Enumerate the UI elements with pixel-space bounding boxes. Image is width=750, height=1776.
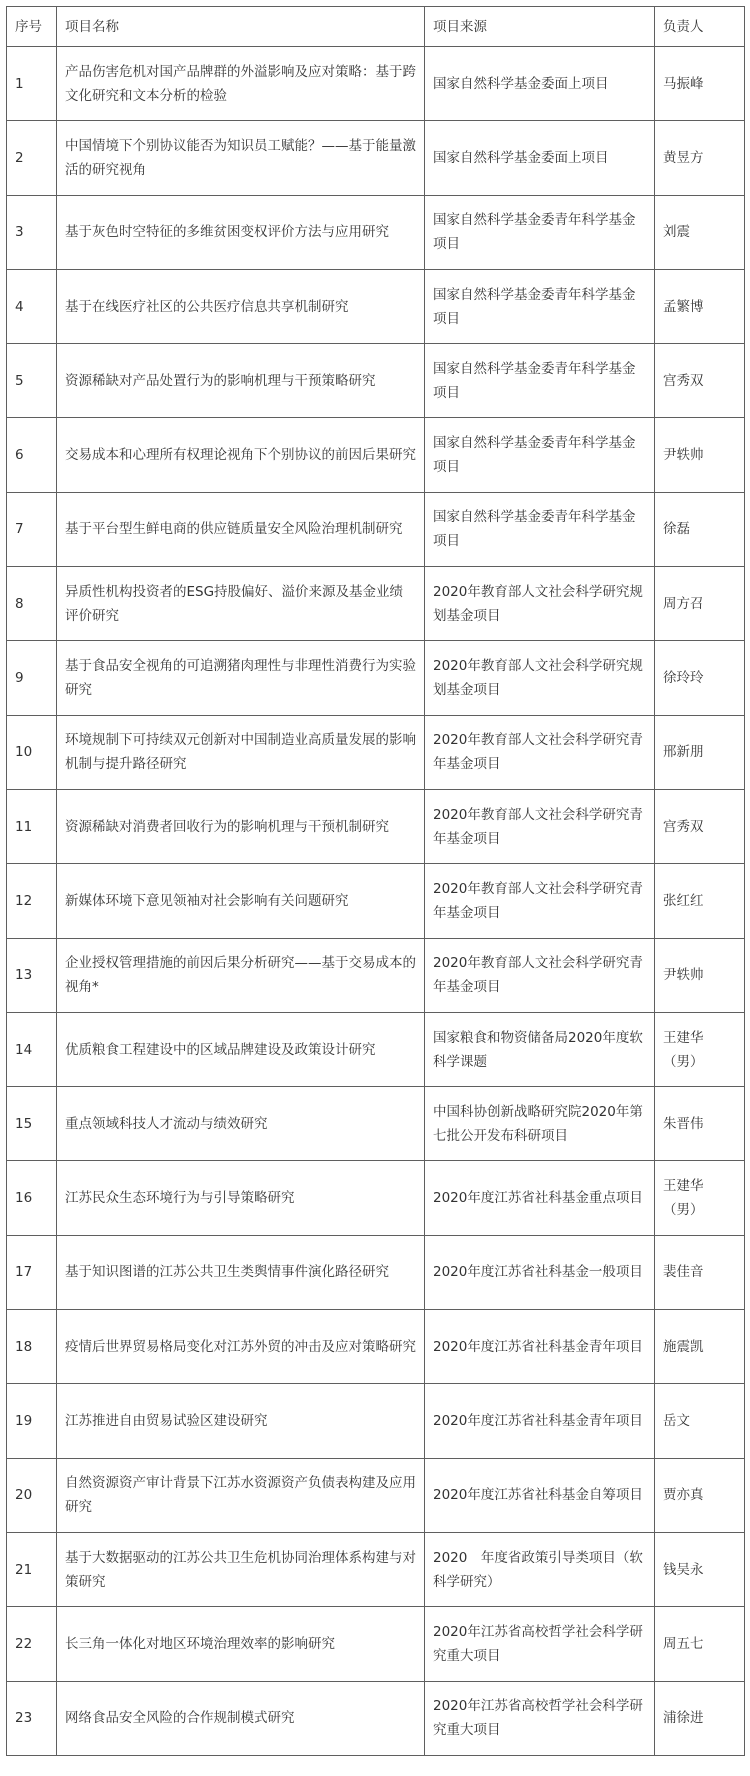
- cell-project-source: 国家自然科学基金委面上项目: [425, 121, 655, 195]
- cell-project-source: 2020年度江苏省社科基金青年项目: [425, 1310, 655, 1384]
- cell-project-source: 2020年教育部人文社会科学研究青年基金项目: [425, 864, 655, 938]
- cell-project-name: 重点领域科技人才流动与绩效研究: [57, 1087, 425, 1161]
- cell-index: 5: [7, 344, 57, 418]
- table-row: [7, 492, 745, 566]
- table-header: [7, 7, 745, 47]
- cell-project-name: 基于灰色时空特征的多维贫困变权评价方法与应用研究: [57, 195, 425, 269]
- cell-index: 18: [7, 1310, 57, 1384]
- cell-leader: 孟繁博: [655, 269, 745, 343]
- table-row: [7, 1384, 745, 1458]
- table-row: [7, 1235, 745, 1309]
- table-row: [7, 1681, 745, 1755]
- cell-leader: 尹轶帅: [655, 938, 745, 1012]
- cell-index: 22: [7, 1607, 57, 1681]
- cell-leader: 周方召: [655, 567, 745, 641]
- table-row: [7, 715, 745, 789]
- cell-index: 23: [7, 1681, 57, 1755]
- cell-project-source: 2020年教育部人文社会科学研究青年基金项目: [425, 938, 655, 1012]
- cell-project-name: 基于在线医疗社区的公共医疗信息共享机制研究: [57, 269, 425, 343]
- cell-index: 20: [7, 1458, 57, 1532]
- cell-project-source: 国家粮食和物资储备局2020年度软科学课题: [425, 1012, 655, 1086]
- header-row: [7, 7, 745, 47]
- cell-leader: 钱吴永: [655, 1532, 745, 1606]
- table-row: [7, 1607, 745, 1681]
- cell-project-source: 国家自然科学基金委青年科学基金项目: [425, 492, 655, 566]
- cell-index: 16: [7, 1161, 57, 1235]
- cell-index: 14: [7, 1012, 57, 1086]
- table-row: [7, 1458, 745, 1532]
- cell-project-name: 资源稀缺对产品处置行为的影响机理与干预策略研究: [57, 344, 425, 418]
- cell-leader: 徐玲玲: [655, 641, 745, 715]
- table-row: [7, 938, 745, 1012]
- cell-project-source: 国家自然科学基金委青年科学基金项目: [425, 418, 655, 492]
- cell-project-name: 网络食品安全风险的合作规制模式研究: [57, 1681, 425, 1755]
- cell-project-source: 2020年度江苏省社科基金自筹项目: [425, 1458, 655, 1532]
- cell-project-name: 疫情后世界贸易格局变化对江苏外贸的冲击及应对策略研究: [57, 1310, 425, 1384]
- cell-leader: 王建华（男）: [655, 1012, 745, 1086]
- cell-index: 8: [7, 567, 57, 641]
- cell-leader: 邢新朋: [655, 715, 745, 789]
- table-row: [7, 567, 745, 641]
- cell-project-source: 国家自然科学基金委青年科学基金项目: [425, 195, 655, 269]
- cell-project-source: 2020年度江苏省社科基金一般项目: [425, 1235, 655, 1309]
- cell-project-source: 国家自然科学基金委青年科学基金项目: [425, 344, 655, 418]
- cell-leader: 张红红: [655, 864, 745, 938]
- cell-leader: 周五七: [655, 1607, 745, 1681]
- cell-project-source: 2020年教育部人文社会科学研究规划基金项目: [425, 641, 655, 715]
- header-leader: 负责人: [655, 7, 745, 47]
- cell-project-source: 2020年教育部人文社会科学研究青年基金项目: [425, 789, 655, 863]
- header-source: 项目来源: [425, 7, 655, 47]
- cell-project-name: 长三角一体化对地区环境治理效率的影响研究: [57, 1607, 425, 1681]
- cell-project-name: 产品伤害危机对国产品牌群的外溢影响及应对策略：基于跨文化研究和文本分析的检验: [57, 47, 425, 121]
- cell-project-name: 新媒体环境下意见领袖对社会影响有关问题研究: [57, 864, 425, 938]
- cell-leader: 刘震: [655, 195, 745, 269]
- table-row: [7, 1310, 745, 1384]
- table-row: [7, 864, 745, 938]
- cell-index: 15: [7, 1087, 57, 1161]
- table-row: [7, 789, 745, 863]
- table-row: [7, 344, 745, 418]
- cell-project-name: 异质性机构投资者的ESG持股偏好、溢价来源及基金业绩评价研究: [57, 567, 425, 641]
- cell-project-name: 江苏民众生态环境行为与引导策略研究: [57, 1161, 425, 1235]
- cell-index: 4: [7, 269, 57, 343]
- cell-project-name: 江苏推进自由贸易试验区建设研究: [57, 1384, 425, 1458]
- cell-leader: 徐磊: [655, 492, 745, 566]
- cell-leader: 黄昱方: [655, 121, 745, 195]
- table-row: [7, 1161, 745, 1235]
- cell-project-name: 企业授权管理措施的前因后果分析研究——基于交易成本的视角*: [57, 938, 425, 1012]
- table-row: [7, 641, 745, 715]
- cell-project-source: 2020年度江苏省社科基金重点项目: [425, 1161, 655, 1235]
- table-body: [7, 47, 745, 1756]
- cell-project-name: 基于知识图谱的江苏公共卫生类舆情事件演化路径研究: [57, 1235, 425, 1309]
- header-name: 项目名称: [57, 7, 425, 47]
- table-row: [7, 121, 745, 195]
- cell-index: 3: [7, 195, 57, 269]
- header-index: 序号: [7, 7, 57, 47]
- table-row: [7, 1532, 745, 1606]
- cell-project-name: 资源稀缺对消费者回收行为的影响机理与干预机制研究: [57, 789, 425, 863]
- cell-project-source: 2020年教育部人文社会科学研究青年基金项目: [425, 715, 655, 789]
- table-row: [7, 1087, 745, 1161]
- cell-index: 6: [7, 418, 57, 492]
- cell-index: 21: [7, 1532, 57, 1606]
- cell-project-name: 基于食品安全视角的可追溯猪肉理性与非理性消费行为实验研究: [57, 641, 425, 715]
- table-row: [7, 269, 745, 343]
- cell-project-source: 国家自然科学基金委面上项目: [425, 47, 655, 121]
- cell-leader: 王建华（男）: [655, 1161, 745, 1235]
- cell-project-source: 2020年教育部人文社会科学研究规划基金项目: [425, 567, 655, 641]
- cell-project-name: 中国情境下个别协议能否为知识员工赋能？——基于能量激活的研究视角: [57, 121, 425, 195]
- cell-leader: 岳文: [655, 1384, 745, 1458]
- cell-project-name: 基于大数据驱动的江苏公共卫生危机协同治理体系构建与对策研究: [57, 1532, 425, 1606]
- cell-leader: 浦徐进: [655, 1681, 745, 1755]
- cell-index: 19: [7, 1384, 57, 1458]
- cell-project-source: 2020年江苏省高校哲学社会科学研究重大项目: [425, 1681, 655, 1755]
- cell-project-source: 2020年江苏省高校哲学社会科学研究重大项目: [425, 1607, 655, 1681]
- cell-index: 7: [7, 492, 57, 566]
- table-row: [7, 418, 745, 492]
- cell-leader: 宫秀双: [655, 344, 745, 418]
- cell-project-source: 2020 年度省政策引导类项目（软科学研究）: [425, 1532, 655, 1606]
- cell-index: 2: [7, 121, 57, 195]
- cell-project-source: 国家自然科学基金委青年科学基金项目: [425, 269, 655, 343]
- cell-project-source: 2020年度江苏省社科基金青年项目: [425, 1384, 655, 1458]
- cell-project-name: 优质粮食工程建设中的区域品牌建设及政策设计研究: [57, 1012, 425, 1086]
- cell-leader: 施震凯: [655, 1310, 745, 1384]
- cell-index: 13: [7, 938, 57, 1012]
- cell-leader: 马振峰: [655, 47, 745, 121]
- cell-project-name: 交易成本和心理所有权理论视角下个别协议的前因后果研究: [57, 418, 425, 492]
- cell-index: 9: [7, 641, 57, 715]
- cell-leader: 宫秀双: [655, 789, 745, 863]
- cell-leader: 尹轶帅: [655, 418, 745, 492]
- cell-project-name: 自然资源资产审计背景下江苏水资源资产负债表构建及应用研究: [57, 1458, 425, 1532]
- cell-index: 1: [7, 47, 57, 121]
- cell-leader: 裴佳音: [655, 1235, 745, 1309]
- table-row: [7, 195, 745, 269]
- cell-leader: 贾亦真: [655, 1458, 745, 1532]
- table-row: [7, 1012, 745, 1086]
- cell-project-name: 环境规制下可持续双元创新对中国制造业高质量发展的影响机制与提升路径研究: [57, 715, 425, 789]
- cell-index: 10: [7, 715, 57, 789]
- cell-leader: 朱晋伟: [655, 1087, 745, 1161]
- cell-index: 12: [7, 864, 57, 938]
- table-row: [7, 47, 745, 121]
- cell-project-source: 中国科协创新战略研究院2020年第七批公开发布科研项目: [425, 1087, 655, 1161]
- project-table: [6, 6, 745, 1756]
- cell-index: 11: [7, 789, 57, 863]
- cell-index: 17: [7, 1235, 57, 1309]
- cell-project-name: 基于平台型生鲜电商的供应链质量安全风险治理机制研究: [57, 492, 425, 566]
